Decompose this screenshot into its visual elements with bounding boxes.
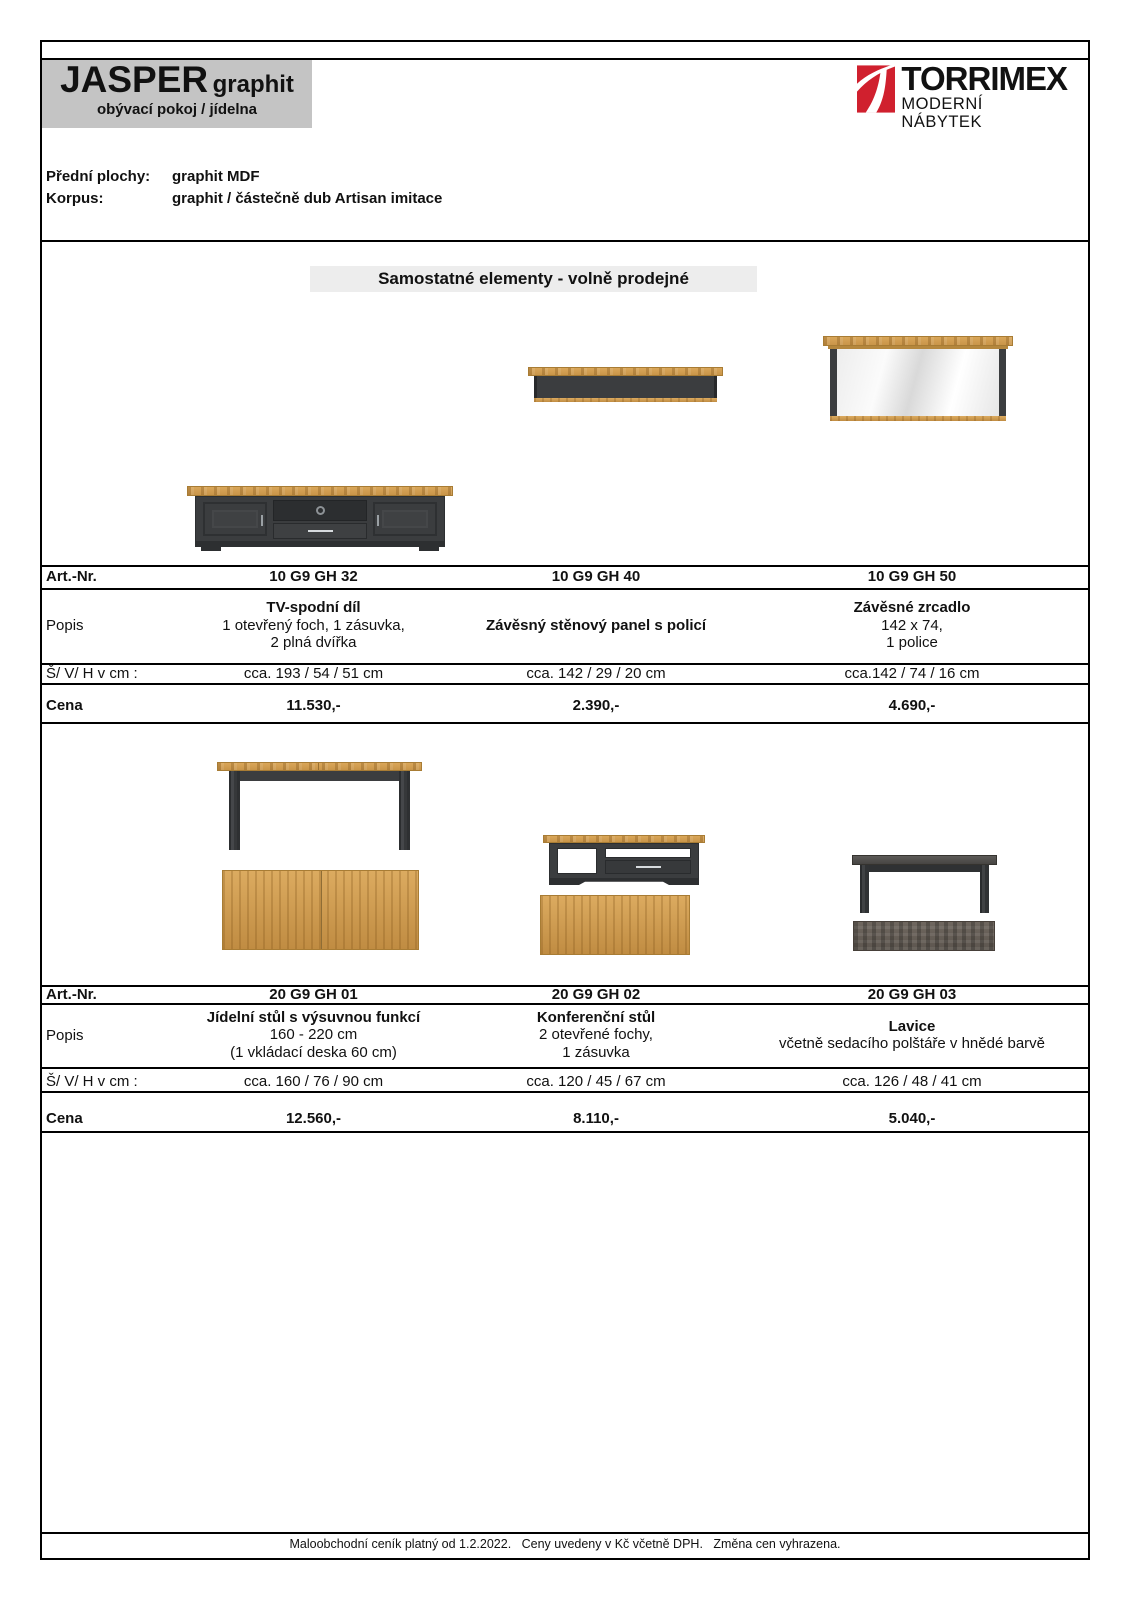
front-surfaces-row xyxy=(46,166,442,188)
divider xyxy=(42,1067,1088,1069)
popis-row-2 xyxy=(42,1003,1088,1067)
product-name: Lavice xyxy=(888,1017,936,1035)
dimensions-label: Š/ V/ H v cm : xyxy=(46,1072,138,1090)
materials-info xyxy=(46,166,442,210)
popis-cell xyxy=(456,588,736,663)
tv-lowboard-image xyxy=(187,486,453,552)
wall-mirror-image xyxy=(823,336,1013,421)
price-label: Cena xyxy=(46,696,83,714)
price-value: 4.690,- xyxy=(888,696,936,714)
artnr-value: 20 G9 GH 03 xyxy=(867,985,957,1003)
artnr-value: 10 G9 GH 32 xyxy=(269,568,358,585)
product-desc: 1 otevřený foch, 1 zásuvka, xyxy=(222,616,405,634)
page-title xyxy=(42,60,312,100)
brand-name: TORRIMEX xyxy=(901,60,1067,97)
price-value: 5.040,- xyxy=(888,1109,936,1127)
product-desc: 1 police xyxy=(886,634,938,652)
product-desc: 2 otevřené fochy, xyxy=(539,1026,653,1044)
product-desc: včetně sedacího polštáře v hnědé barvě xyxy=(778,1035,1045,1052)
dining-table-front-image xyxy=(217,762,422,850)
popis-cell xyxy=(171,588,456,663)
divider xyxy=(42,1091,1088,1093)
dimensions-value: cca.142 / 74 / 16 cm xyxy=(844,664,980,682)
product-desc: 1 zásuvka xyxy=(562,1043,630,1061)
product-desc: 142 x 74, xyxy=(881,616,943,634)
korpus-value: graphit / částečně dub Artisan imitace xyxy=(172,190,443,207)
coffee-table-front-image xyxy=(543,835,705,887)
product-name: Jídelní stůl s výsuvnou funkcí xyxy=(206,1008,421,1026)
front-surfaces-label: Přední plochy: xyxy=(46,168,151,185)
dimensions-row-1 xyxy=(42,663,1088,683)
artnr-value: 10 G9 GH 40 xyxy=(551,568,641,585)
popis-cell xyxy=(736,1003,1088,1067)
footer-note: Maloobchodní ceník platný od 1.2.2022. Ceny uvedeny v Kč včetně DPH. Změna cen vyhrazena. xyxy=(289,1537,841,1551)
series-variant: graphit xyxy=(212,71,294,98)
price-value: 11.530,- xyxy=(286,696,341,714)
price-value: 8.110,- xyxy=(573,1109,619,1127)
front-surfaces-value: graphit MDF xyxy=(172,168,260,185)
dimensions-value: cca. 193 / 54 / 51 cm xyxy=(243,664,384,682)
price-label: Cena xyxy=(46,1109,83,1127)
price-row-1 xyxy=(42,695,1088,715)
divider xyxy=(42,683,1088,685)
popis-cell xyxy=(456,1003,736,1067)
product-desc: (1 vkládací deska 60 cm) xyxy=(230,1043,397,1061)
artnr-value: 20 G9 GH 01 xyxy=(269,985,358,1003)
divider xyxy=(42,240,1088,242)
popis-label: Popis xyxy=(46,617,84,634)
dimensions-value: cca. 120 / 45 / 67 cm xyxy=(526,1072,666,1090)
divider xyxy=(42,1131,1088,1133)
korpus-label: Korpus: xyxy=(46,190,104,207)
dimensions-label: Š/ V/ H v cm : xyxy=(46,664,138,682)
brand-logo xyxy=(857,60,1067,131)
artnr-value: 20 G9 GH 02 xyxy=(551,985,641,1003)
catalog-page xyxy=(40,40,1090,1560)
brand-text xyxy=(901,62,1067,131)
torrimex-logo-icon xyxy=(857,62,895,116)
bench-front-image xyxy=(852,855,997,913)
price-row-2 xyxy=(42,1108,1088,1128)
product-desc: 2 plná dvířka xyxy=(270,634,357,652)
artnr-label: Art.-Nr. xyxy=(46,985,97,1003)
price-value: 2.390,- xyxy=(572,696,620,714)
dimensions-value: cca. 142 / 29 / 20 cm xyxy=(526,664,666,682)
dining-table-top-image xyxy=(222,870,419,950)
dimensions-value: cca. 160 / 76 / 90 cm xyxy=(243,1072,384,1090)
price-value: 12.560,- xyxy=(285,1109,342,1127)
dimensions-value: cca. 126 / 48 / 41 cm xyxy=(842,1072,982,1090)
artnr-row-2 xyxy=(42,985,1088,1003)
section-title: Samostatné elementy - volně prodejné xyxy=(310,266,757,292)
coffee-table-top-image xyxy=(540,895,690,955)
dimensions-row-2 xyxy=(42,1071,1088,1091)
wall-shelf-panel-image xyxy=(528,367,723,403)
popis-row-1 xyxy=(42,588,1088,663)
product-name: Závěsné zrcadlo xyxy=(853,599,971,617)
artnr-row-1 xyxy=(42,565,1088,588)
product-desc: 160 - 220 cm xyxy=(269,1026,358,1044)
brand-tagline: MODERNÍ NÁBYTEK xyxy=(901,95,983,131)
korpus-row xyxy=(46,188,442,210)
artnr-label: Art.-Nr. xyxy=(46,568,97,585)
page-title-block xyxy=(42,60,312,128)
artnr-value: 10 G9 GH 50 xyxy=(867,568,957,585)
product-name: Závěsný stěnový panel s policí xyxy=(485,616,707,634)
product-name: TV-spodní díl xyxy=(266,599,361,617)
popis-cell xyxy=(171,1003,456,1067)
series-name: JASPER xyxy=(60,59,209,100)
popis-label: Popis xyxy=(46,1026,84,1044)
page-subtitle: obývací pokoj / jídelna xyxy=(96,101,258,118)
product-name: Konferenční stůl xyxy=(536,1008,656,1026)
bench-cushion-image xyxy=(853,921,995,951)
popis-cell xyxy=(736,588,1088,663)
divider xyxy=(42,722,1088,724)
